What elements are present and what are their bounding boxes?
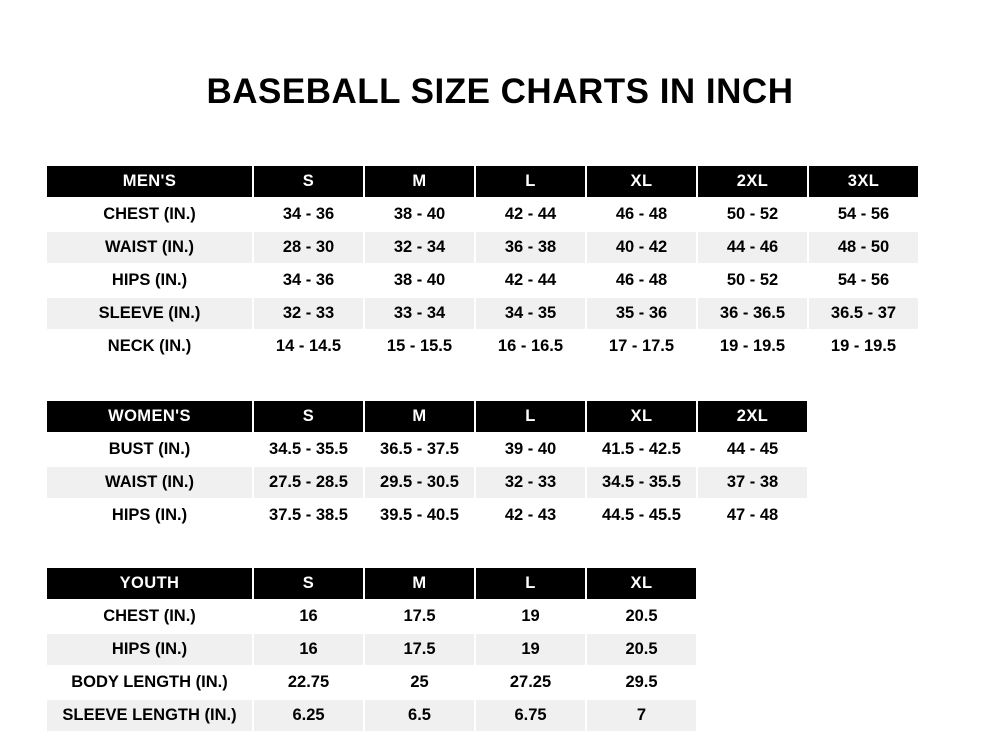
column-header: 2XL (697, 400, 808, 433)
table-row (46, 666, 697, 699)
table-cell: 34 - 35 (475, 297, 586, 330)
table-cell: 16 (253, 600, 364, 633)
table-cell: 39 - 40 (475, 433, 586, 466)
row-label: WAIST (IN.) (46, 231, 253, 264)
table-cell: 7 (586, 699, 697, 732)
row-label: HIPS (IN.) (46, 499, 253, 532)
row-label: BODY LENGTH (IN.) (46, 666, 253, 699)
row-label: CHEST (IN.) (46, 600, 253, 633)
table-cell: 46 - 48 (586, 264, 697, 297)
table-cell: 46 - 48 (586, 198, 697, 231)
table-row (46, 231, 919, 264)
table-row (46, 633, 697, 666)
column-header: MEN'S (46, 165, 253, 198)
column-header: S (253, 567, 364, 600)
table-cell: 28 - 30 (253, 231, 364, 264)
table-header-row (46, 567, 697, 600)
table-cell: 20.5 (586, 633, 697, 666)
row-label: SLEEVE LENGTH (IN.) (46, 699, 253, 732)
table-cell: 29.5 (586, 666, 697, 699)
table-cell: 16 (253, 633, 364, 666)
table-cell: 29.5 - 30.5 (364, 466, 475, 499)
table-cell: 20.5 (586, 600, 697, 633)
column-header: L (475, 165, 586, 198)
table-cell: 36 - 36.5 (697, 297, 808, 330)
column-header: 3XL (808, 165, 919, 198)
table-cell: 47 - 48 (697, 499, 808, 532)
table-row (46, 198, 919, 231)
column-header: WOMEN'S (46, 400, 253, 433)
table-cell: 19 - 19.5 (697, 330, 808, 363)
table-cell: 22.75 (253, 666, 364, 699)
table-cell: 50 - 52 (697, 198, 808, 231)
column-header: XL (586, 165, 697, 198)
table-cell: 19 - 19.5 (808, 330, 919, 363)
table-cell: 32 - 33 (253, 297, 364, 330)
table-cell: 6.5 (364, 699, 475, 732)
table-cell: 35 - 36 (586, 297, 697, 330)
table-cell: 17.5 (364, 600, 475, 633)
column-header: YOUTH (46, 567, 253, 600)
table-cell: 14 - 14.5 (253, 330, 364, 363)
table-cell: 6.25 (253, 699, 364, 732)
table-row (46, 264, 919, 297)
mens-size-table (45, 164, 920, 364)
row-label: CHEST (IN.) (46, 198, 253, 231)
table-spacer (45, 533, 955, 566)
row-label: HIPS (IN.) (46, 633, 253, 666)
column-header: L (475, 567, 586, 600)
table-header-row (46, 165, 919, 198)
table-cell: 42 - 43 (475, 499, 586, 532)
table-cell: 41.5 - 42.5 (586, 433, 697, 466)
column-header: 2XL (697, 165, 808, 198)
table-row (46, 297, 919, 330)
table-cell: 42 - 44 (475, 264, 586, 297)
column-header: M (364, 400, 475, 433)
page-title: BASEBALL SIZE CHARTS IN INCH (206, 72, 794, 111)
table-cell: 40 - 42 (586, 231, 697, 264)
table-cell: 36 - 38 (475, 231, 586, 264)
column-header: M (364, 165, 475, 198)
table-cell: 34.5 - 35.5 (253, 433, 364, 466)
table-spacer (45, 364, 955, 399)
table-cell: 50 - 52 (697, 264, 808, 297)
table-cell: 32 - 33 (475, 466, 586, 499)
column-header: S (253, 400, 364, 433)
table-row (46, 499, 808, 532)
table-cell: 34.5 - 35.5 (586, 466, 697, 499)
table-row (46, 433, 808, 466)
table-cell: 15 - 15.5 (364, 330, 475, 363)
table-cell: 38 - 40 (364, 198, 475, 231)
table-cell: 37 - 38 (697, 466, 808, 499)
youth-size-table (45, 566, 698, 733)
table-cell: 44.5 - 45.5 (586, 499, 697, 532)
womens-size-table (45, 399, 809, 533)
table-cell: 42 - 44 (475, 198, 586, 231)
table-cell: 16 - 16.5 (475, 330, 586, 363)
table-cell: 54 - 56 (808, 198, 919, 231)
table-cell: 39.5 - 40.5 (364, 499, 475, 532)
table-cell: 44 - 46 (697, 231, 808, 264)
row-label: NECK (IN.) (46, 330, 253, 363)
table-cell: 44 - 45 (697, 433, 808, 466)
table-row (46, 600, 697, 633)
charts-container (0, 164, 1000, 733)
table-cell: 17 - 17.5 (586, 330, 697, 363)
table-cell: 34 - 36 (253, 264, 364, 297)
table-row (46, 466, 808, 499)
table-cell: 33 - 34 (364, 297, 475, 330)
table-cell: 17.5 (364, 633, 475, 666)
table-row (46, 330, 919, 363)
table-cell: 27.25 (475, 666, 586, 699)
column-header: S (253, 165, 364, 198)
table-cell: 48 - 50 (808, 231, 919, 264)
row-label: WAIST (IN.) (46, 466, 253, 499)
row-label: BUST (IN.) (46, 433, 253, 466)
table-cell: 25 (364, 666, 475, 699)
table-cell: 36.5 - 37.5 (364, 433, 475, 466)
table-cell: 27.5 - 28.5 (253, 466, 364, 499)
column-header: M (364, 567, 475, 600)
table-cell: 19 (475, 600, 586, 633)
column-header: L (475, 400, 586, 433)
row-label: SLEEVE (IN.) (46, 297, 253, 330)
table-cell: 32 - 34 (364, 231, 475, 264)
column-header: XL (586, 400, 697, 433)
table-cell: 36.5 - 37 (808, 297, 919, 330)
column-header: XL (586, 567, 697, 600)
table-cell: 37.5 - 38.5 (253, 499, 364, 532)
table-cell: 6.75 (475, 699, 586, 732)
table-cell: 34 - 36 (253, 198, 364, 231)
table-row (46, 699, 697, 732)
table-cell: 38 - 40 (364, 264, 475, 297)
table-cell: 54 - 56 (808, 264, 919, 297)
table-cell: 19 (475, 633, 586, 666)
table-header-row (46, 400, 808, 433)
row-label: HIPS (IN.) (46, 264, 253, 297)
